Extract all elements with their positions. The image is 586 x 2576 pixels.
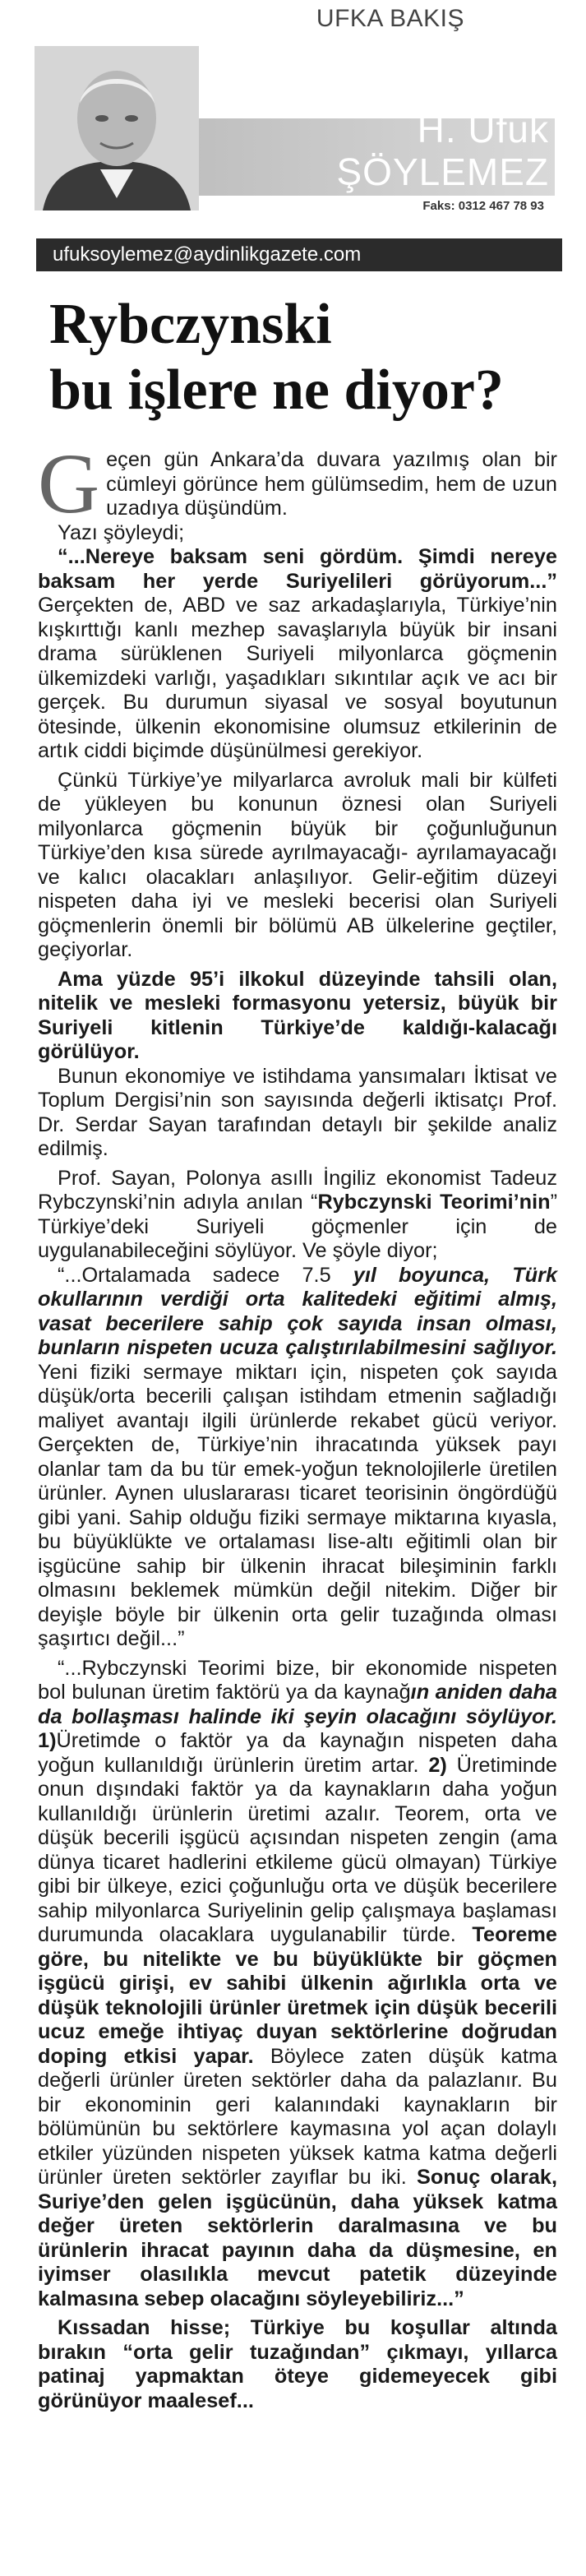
paragraph-1-text: eçen gün Ankara’da duvara yazılmış olan bir cümleyi görünce hem gülümsedim, hem de uzun uzadıya düşündüm.	[106, 448, 557, 520]
paragraph-10-conclusion: Kıssadan hisse; Türkiye bu koşullar altında bırakın “orta gelir tuzağından” çıkmayı, yıllarca patinaj yapmaktan öteye gidemeyecek gibi görünüyor maalesef...	[38, 2316, 557, 2412]
point-2-marker: 2)	[428, 1753, 447, 1777]
paragraph-1	[38, 437, 557, 531]
paragraph-7-a: Prof. Sayan, Polonya asıllı İngiliz ekonomist Tadeuz Rybczynski’nin adıyla anılan “	[38, 1166, 557, 1214]
paragraph-9-i: Böylece zaten düşük katma değerli ürünler üreten sektörler daha da palazlanır. Bu bir ekonominin geri kalanındaki kaynakların bir bölümünün bu sektörlere kaymasına yol açan dolaylı etkiler yüzünden nispeten yüksek katma katma değerli ürünler üreten sektörler zayıflar bu iki.	[38, 2044, 557, 2189]
paragraph-3-text: Gerçekten de, ABD ve saz arkadaşlarıyla, Türkiye’nin kışkırttığı kanlı mezhep savaşlarıyla büyük bir insani drama sürüklenen Suriyeli milyonlarca göçmenin ülkemizdeki varlığı, yaşadıkları sıkıntılar açık ve acı bir gerçek. Bu durumun siyasal ve sosyal boyutunun ötesinde, ülkenin ekonomisine olumsuz etkilerinin de artık ciddi biçimde düşünülmesi gerekiyor.	[38, 594, 557, 762]
headline-line-1: Rybczynski	[49, 293, 332, 356]
paragraph-9-e: Üretimde o faktör ya da kaynağın nispeten daha yoğun kullanıldığı ürünlerin üretim artar.	[38, 1729, 557, 1777]
headline	[49, 292, 567, 423]
paragraph-9-j: Sonuç olarak, Suriye’den gelen işgücünün, daha yüksek katma değer üreten sektörlerin daralmasına ve bu ürünlerin ihracat payının daha da düşmesine, en iyimser olasılıkla mevcut patetik düzeyinde kalmasına sebep olacağını söyleyebiliriz...”	[38, 2166, 557, 2310]
paragraph-9-b: ın aniden daha da bollaşması halinde iki şeyin olacağını söylüyor.	[38, 1681, 557, 1728]
drop-cap: G	[38, 437, 100, 531]
paragraph-8-c: Yeni fiziki sermaye miktarı için, nispeten çok sayıda düşük/orta becerili çalışan istihdam etmenin sağladığı maliyet avantajı ilgili ürünlerde rekabet gücü veriyor. Gerçekten de, Türkiye’nin ihracatında yüksek payı olanlar tam da bu tür emek-yoğun teknolojilerle üretilen ürünler. Aynen uluslararası ticaret teorisinin öngördüğü gibi yani. Sahip olduğu fiziki sermaye miktarına kıyasla, bu büyüklükte ve ortalaması lise-altı eğitimli olan bir işgücüne sahip bir ülkenin ihracat bileşiminin farklı olmasını beklemek mümkün değil nitekim. Diğer bir deyişle böyle bir ülkenin orta gelir tuzağında olması şaşırtıcı değil...”	[38, 1360, 557, 1650]
author-last-name: ŞÖYLEMEZ	[336, 150, 549, 193]
paragraph-9-h: Teoreme göre, bu nitelikte ve bu büyüklükte bir göçmen işgücü girişi, ev sahibi ülkenin ağırlıkla orta ve düşük teknolojili ürünler üretmek için düşük becerili ucuz emeğe ihtiyaç duyan sektörlerine doğrudan doping etkisi yapar.	[38, 1923, 557, 2068]
article-body	[38, 437, 558, 2413]
paragraph-9-a: “...Rybczynski Teorimi bize, bir ekonomide nispeten bol bulunan üretim faktörü ya da kaynağ	[38, 1656, 557, 1704]
paragraph-8-a: “...Ortalamada sadece 7.5	[58, 1263, 353, 1287]
theory-name: Rybczynski Teorimi’nin	[317, 1191, 551, 1214]
author-email[interactable]: ufuksoylemez@aydinlikgazete.com	[36, 238, 562, 271]
paragraph-9-g: Üretiminde onun dışındaki faktör ya da kaynakların daha yoğun kullanıldığı ürünlerin üretimi azalır. Teorem, orta ve düşük becerili işgücü açısından nispeten zengin (ama dünya ticaret hadlerini etkileme gücü olmayan) Türkiye gibi bir ülkeye, ezici çoğunluğu orta ve düşük becerilere sahip milyonlarca Suriyelinin gelip çalışmaya başlaması durumunda olacaklara uygulanabilir türde.	[38, 1753, 557, 1946]
paragraph-8-b: yıl boyunca, Türk okullarının verdiği orta kalitedeki eğitimi almış, vasat becerilere sahip çok sayıda insan olması, bunların nispeten ucuza çalıştırılabilmesini sağlıyor.	[38, 1263, 558, 1359]
paragraph-7	[38, 1167, 557, 1264]
paragraph-3	[38, 545, 557, 764]
paragraph-5: Ama yüzde 95’i ilkokul düzeyinde tahsili olan, nitelik ve mesleki formasyonu yetersiz, büyük bir Suriyeli kitlenin Türkiye’de kaldığı-kalacağı görülüyor.	[38, 967, 557, 1063]
paragraph-9	[38, 1657, 557, 2312]
paragraph-6: Bunun ekonomiye ve istihdama yansımaları İktisat ve Toplum Dergisi’nin son sayısında değerli iktisatçı Prof. Dr. Serdar Sayan tarafından detaylı bir şekilde analiz edilmiş.	[38, 1064, 557, 1160]
paragraph-2: Yazı şöyleydi;	[58, 520, 185, 544]
paragraph-8	[38, 1264, 557, 1652]
author-portrait-icon	[35, 46, 199, 210]
paragraph-7-c: ” Türkiye’deki Suriyeli göçmenler için de uygulanabileceğini söylüyor. Ve şöyle diyor;	[38, 1191, 557, 1262]
author-header	[25, 43, 559, 215]
fax-number: Faks: 0312 467 78 93	[422, 199, 544, 213]
author-first-name: H. Ufuk	[417, 108, 549, 150]
paragraph-4: Çünkü Türkiye’ye milyarlarca avroluk mali bir külfeti de yükleyen bu konunun öznesi olan Suriyeli milyonlarca göçmenin büyük bir çoğunluğunun Türkiye’den kısa sürede ayrılmayacağı- ayrılamayacağı ve kalıcı olacakları anlaşılıyor. Gelir-eğitim düzeyi nispeten daha iyi ve mesleki becerisi olan Suriyeli göçmenlerin önemli bir bölümü AB ülkelerine geçtiler, geçiyorlar.	[38, 768, 557, 961]
point-1-marker: 1)	[38, 1729, 57, 1752]
headline-line-2: bu işlere ne diyor?	[49, 358, 504, 422]
author-photo	[35, 46, 199, 210]
section-label: UFKA BAKIŞ	[316, 5, 464, 32]
quote-wall-text: “...Nereye baksam seni gördüm. Şimdi nereye baksam her yerde Suriyelileri görüyorum...”	[38, 545, 557, 593]
